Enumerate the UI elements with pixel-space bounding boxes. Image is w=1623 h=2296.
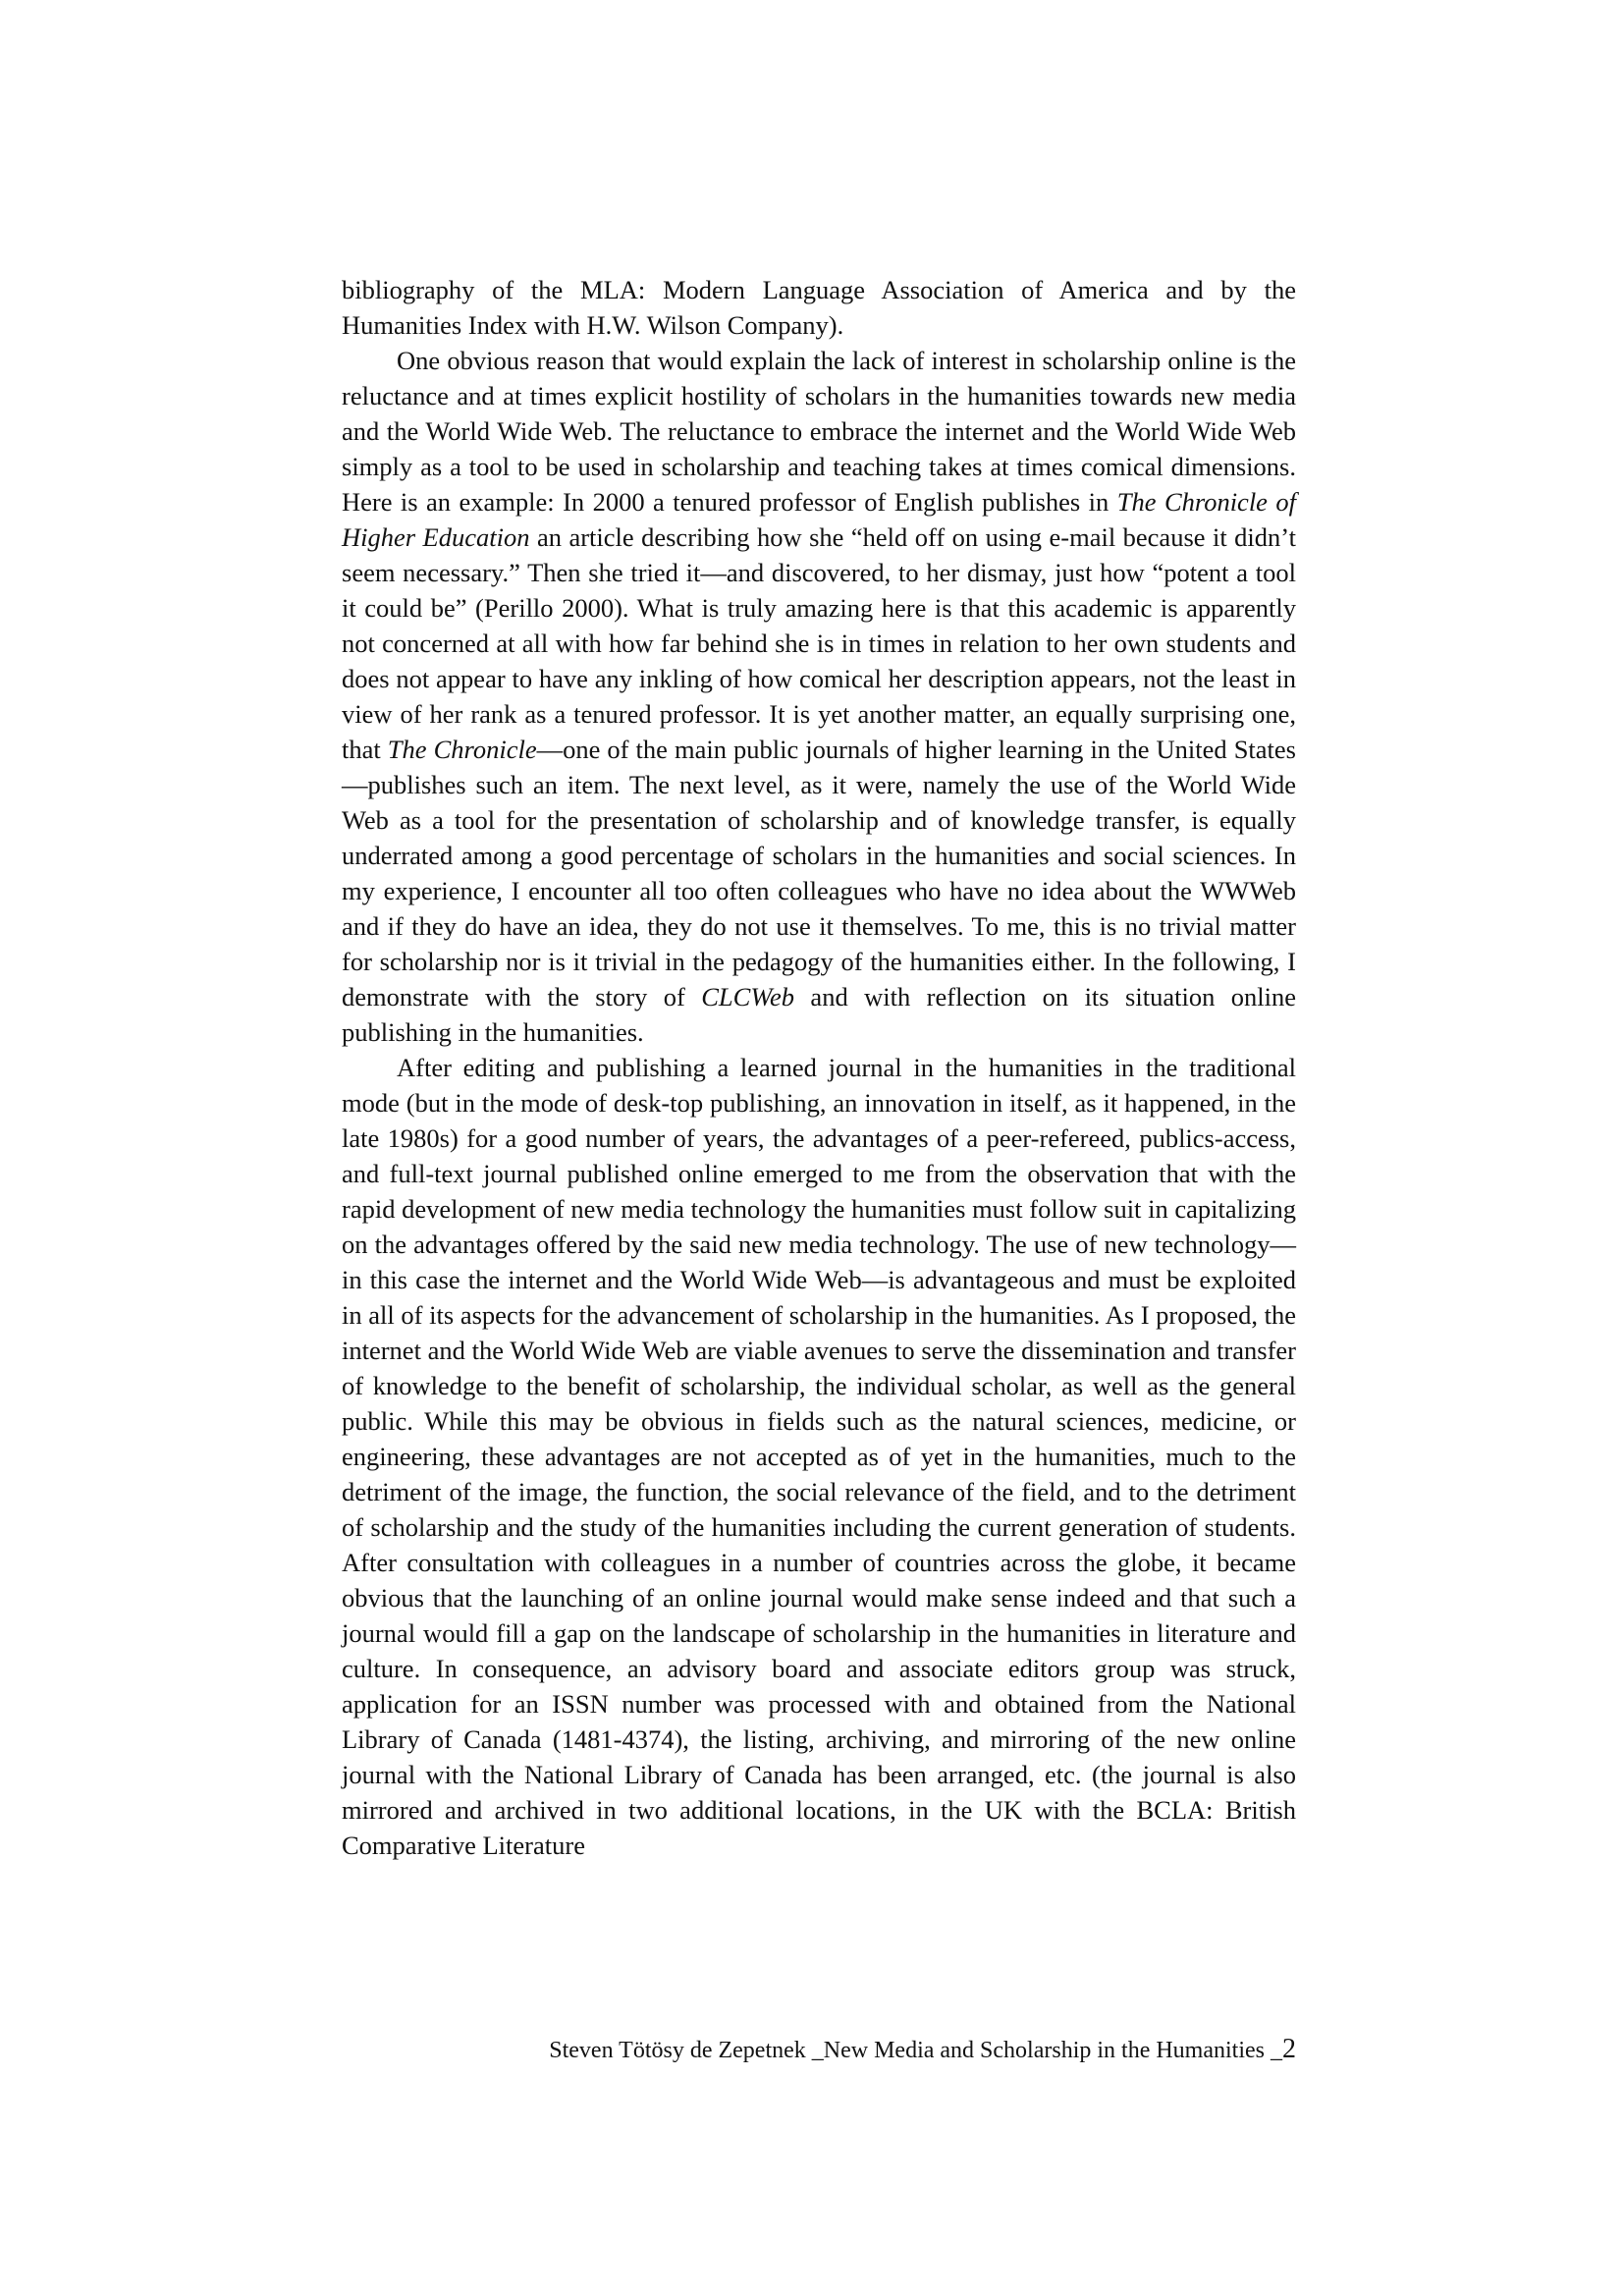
running-head: Steven Tötösy de Zepetnek _New Media and Scholarship in the Humanities _ bbox=[549, 2038, 1282, 2063]
paragraph bbox=[342, 1050, 1296, 1863]
text-run: bibliography of the MLA: Modern Language Association of America and by the Humanities Index with H.W. Wilson Company). bbox=[342, 275, 1296, 340]
italic-title: The Chronicle bbox=[387, 735, 537, 764]
text-run: One obvious reason that would explain the lack of interest in scholarship online is the reluctance and at times explicit hostility of scholars in the humanities towards new media and the World Wide Web. The reluctance to embrace the internet and the World Wide Web simply as a tool to be used in scholarship and teaching takes at times comical dimensions. Here is an example: In 2000 a tenured professor of English publishes in bbox=[342, 346, 1296, 517]
body-text bbox=[342, 272, 1296, 1863]
text-run: After editing and publishing a learned journal in the humanities in the traditional mode (but in the mode of desk-top publishing, an innovation in itself, as it happened, in the late 1980s) for a good number of years, the advantages of a peer-refereed, publics-access, and full-text journal published online emerged to me from the observation that with the rapid development of new media technology the humanities must follow suit in capitalizing on the advantages offered by the said new media technology. The use of new technology—in this case the internet and the World Wide Web—is advantageous and must be exploited in all of its aspects for the advancement of scholarship in the humanities. As I proposed, the internet and the World Wide Web are viable avenues to serve the dissemination and transfer of knowledge to the benefit of scholarship, the individual scholar, as well as the general public. While this may be obvious in fields such as the natural sciences, medicine, or engineering, these advantages are not accepted as of yet in the humanities, much to the detriment of the image, the function, the social relevance of the field, and to the detriment of scholarship and the study of the humanities including the current generation of students. After consultation with colleagues in a number of countries across the globe, it became obvious that the launching of an online journal would make sense indeed and that such a journal would fill a gap on the landscape of scholarship in the humanities in literature and culture. In consequence, an advisory board and associate editors group was struck, application for an ISSN number was processed with and obtained from the National Library of Canada (1481-4374), the listing, archiving, and mirroring of the new online journal with the National Library of Canada has been arranged, etc. (the journal is also mirrored and archived in two additional locations, in the UK with the BCLA: British Comparative Literature bbox=[342, 1053, 1296, 1860]
paragraph bbox=[342, 343, 1296, 1050]
page-number: 2 bbox=[1282, 2034, 1296, 2064]
text-run: and with reflection on its situation online publishing in the humanities. bbox=[342, 982, 1296, 1047]
text-run: an article describing how she “held off on using e-mail because it didn’t seem necessary.” Then she tried it—and discovered, to her dismay, just how “potent a tool it could be” (Perillo 2000). What is truly amazing here is that this academic is apparently not concerned at all with how far behind she is in times in relation to her own students and does not appear to have any inkling of how comical her description appears, not the least in view of her rank as a tenured professor. It is yet another matter, an equally surprising one, that bbox=[342, 522, 1297, 764]
italic-title: The Chronicle of Higher Education bbox=[342, 487, 1297, 552]
text-run: —one of the main public journals of higher learning in the United States—publishes such an item. The next level, as it were, namely the use of the World Wide Web as a tool for the presentation of scholarship and of knowledge transfer, is equally underrated among a good percentage of scholars in the humanities and social sciences. In my experience, I encounter all too often colleagues who have no idea about the WWWeb and if they do have an idea, they do not use it themselves. To me, this is no trivial matter for scholarship nor is it trivial in the pedagogy of the humanities either. In the following, I demonstrate with the story of bbox=[342, 735, 1296, 1011]
page-footer bbox=[342, 2035, 1296, 2065]
italic-title: CLCWeb bbox=[701, 982, 794, 1011]
paragraph bbox=[342, 272, 1296, 343]
